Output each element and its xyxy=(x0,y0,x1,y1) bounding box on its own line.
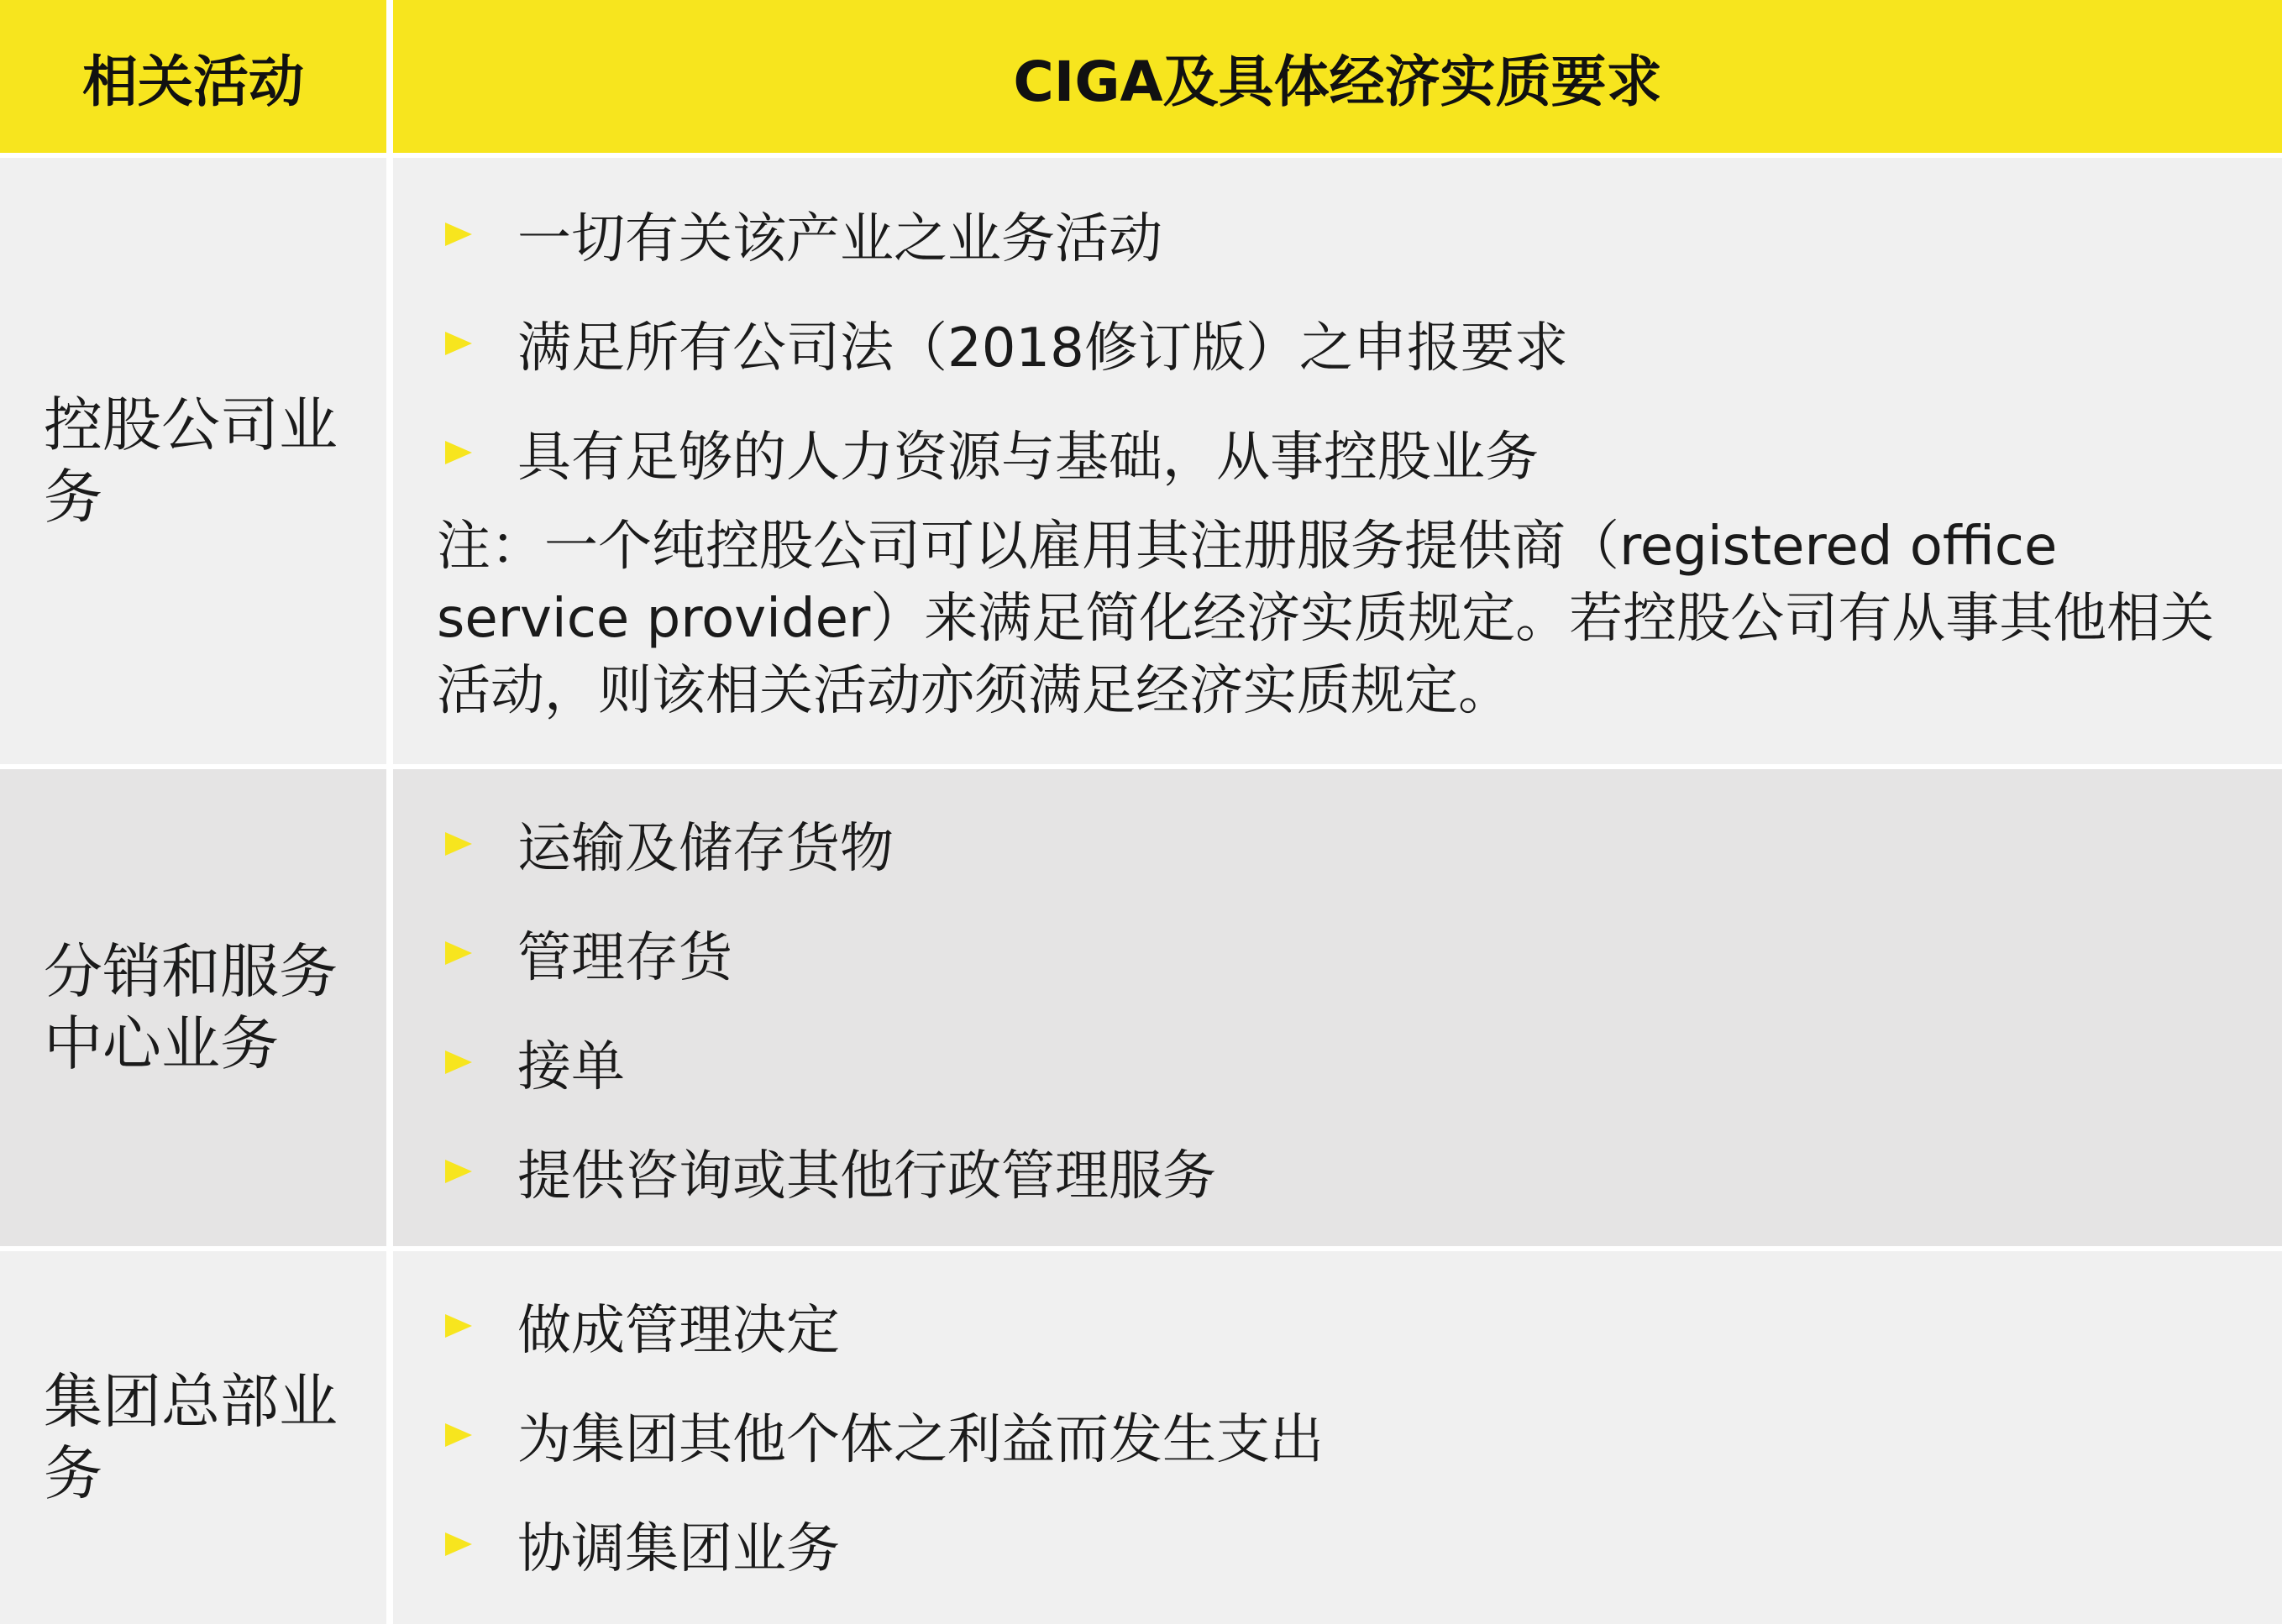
triangle-bullet-icon xyxy=(443,829,480,859)
row-label-text: 集团总部业务 xyxy=(44,1367,338,1508)
header-col1-text: 相关活动 xyxy=(82,49,304,114)
list-item-text: 做成管理决定 xyxy=(517,1300,840,1362)
list-item xyxy=(437,1117,2248,1226)
triangle-bullet-icon xyxy=(443,219,480,249)
list-item-text: 一切有关该产业之业务活动 xyxy=(517,208,1162,270)
row-label-holding xyxy=(0,158,386,764)
row-content-holding xyxy=(393,158,2282,764)
triangle-bullet-icon xyxy=(443,1156,480,1187)
list-item-text: 具有足够的人力资源与基础，从事控股业务 xyxy=(517,427,1539,489)
list-item-text: 协调集团业务 xyxy=(517,1518,840,1580)
list-item-text: 运输及储存货物 xyxy=(517,818,894,880)
triangle-bullet-icon xyxy=(443,328,480,359)
list-item-text: 满足所有公司法（2018修订版）之申报要求 xyxy=(517,317,1568,380)
triangle-bullet-icon xyxy=(443,1529,480,1559)
triangle-bullet-icon xyxy=(443,1420,480,1450)
list-item-text: 为集团其他个体之利益而发生支出 xyxy=(517,1409,1324,1471)
header-col2-text: CIGA及具体经济实质要求 xyxy=(1013,49,1662,114)
list-item xyxy=(437,398,2248,507)
list-item-text: 提供咨询或其他行政管理服务 xyxy=(517,1145,1216,1208)
list-item-text: 接单 xyxy=(517,1036,625,1098)
header-related-activity xyxy=(0,0,386,153)
row-label-headquarters xyxy=(0,1251,386,1624)
triangle-bullet-icon xyxy=(443,938,480,968)
list-item xyxy=(437,789,2248,898)
triangle-bullet-icon xyxy=(443,437,480,468)
list-item xyxy=(437,180,2248,289)
header-ciga-requirements xyxy=(393,0,2282,153)
holding-note: 注：一个纯控股公司可以雇用其注册服务提供商（registered office service provider）来满足简化经济实质规定。若控股公司有从事其他相关活动，则该相关活动亦须满足经济实质规定。 xyxy=(437,516,2215,722)
triangle-bullet-icon xyxy=(443,1047,480,1077)
list-item xyxy=(437,1490,2248,1599)
list-item xyxy=(437,898,2248,1008)
row-content-headquarters xyxy=(393,1251,2282,1624)
list-item xyxy=(437,1271,2248,1380)
triangle-bullet-icon xyxy=(443,1311,480,1341)
list-item-text: 管理存货 xyxy=(517,927,732,989)
row-content-distribution xyxy=(393,769,2282,1246)
list-item xyxy=(437,1380,2248,1490)
list-item xyxy=(437,1008,2248,1117)
row-label-text: 控股公司业务 xyxy=(44,390,338,532)
list-item xyxy=(437,289,2248,398)
row-label-distribution xyxy=(0,769,386,1246)
row-label-text: 分销和服务中心业务 xyxy=(44,937,338,1078)
